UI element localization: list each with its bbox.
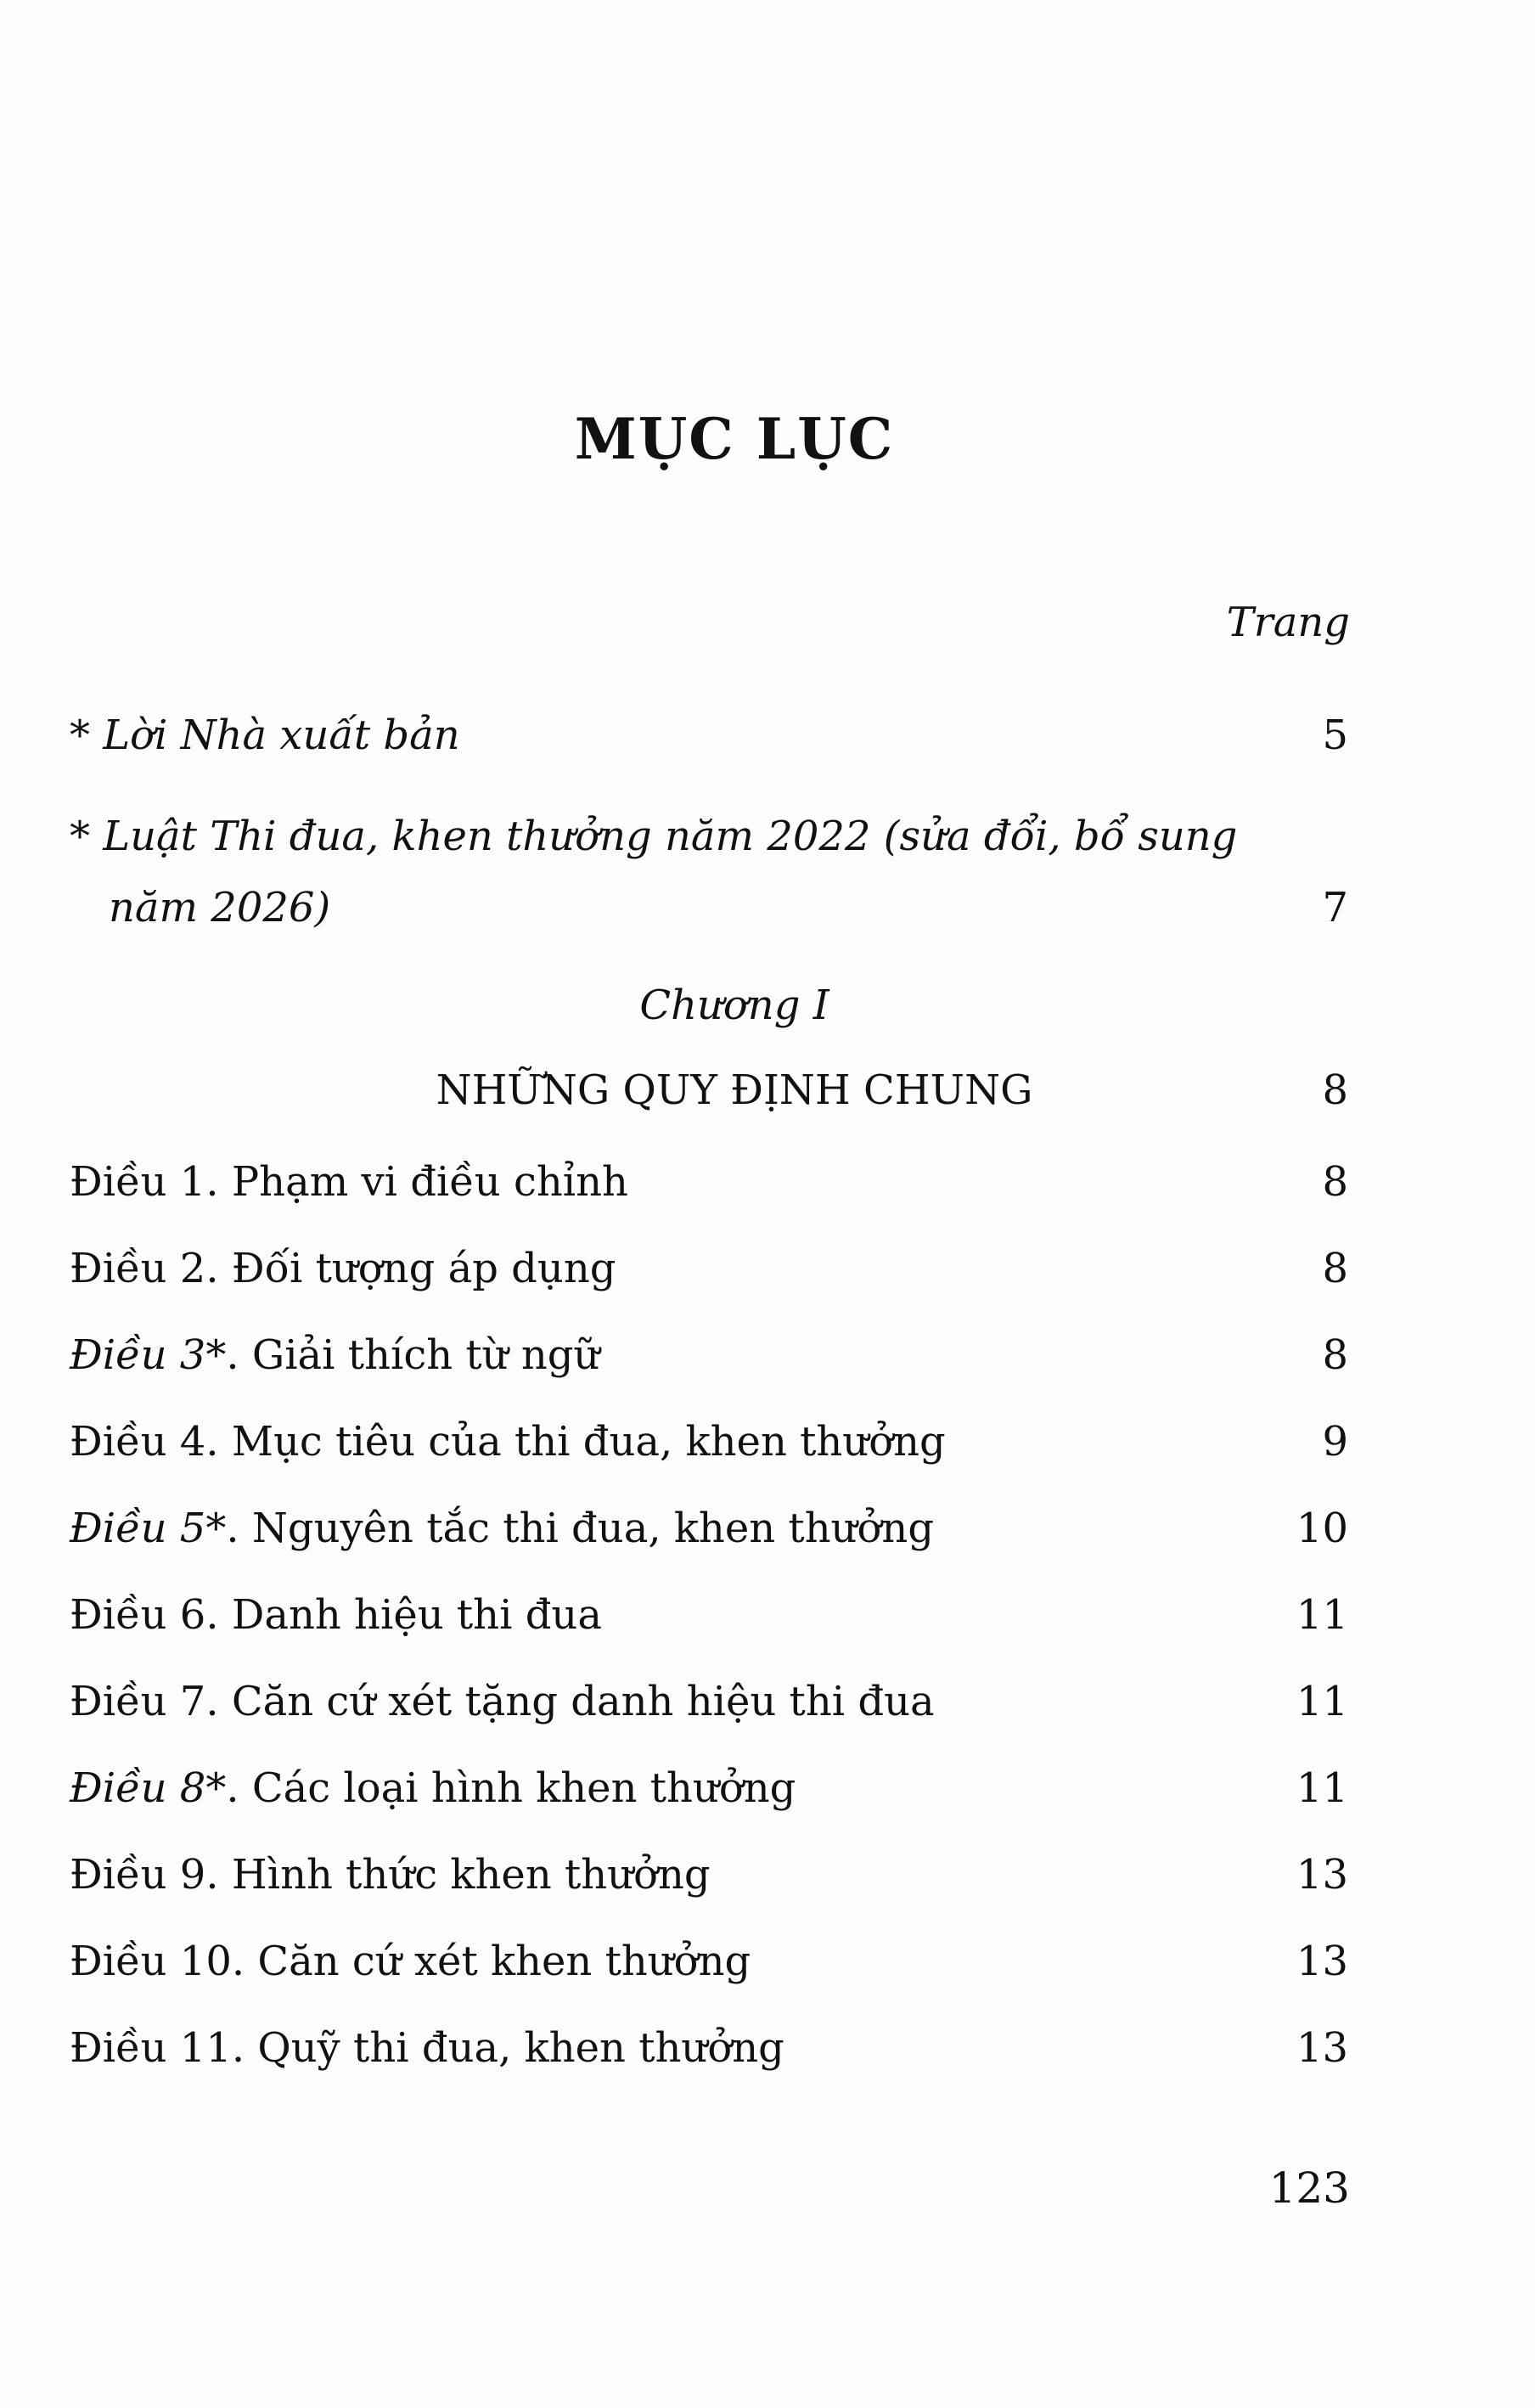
article-number: Điều 5*	[70, 1505, 227, 1552]
entry-page: 9	[1322, 1418, 1348, 1466]
entry-page: 11	[1296, 1678, 1348, 1725]
article-number: Điều 11	[70, 2024, 232, 2072]
toc-entry-article	[70, 1936, 1348, 1987]
article-title: . Các loại hình khen thưởng	[226, 1764, 796, 1812]
entry-page: 5	[1322, 712, 1348, 759]
chapter-title: NHỮNG QUY ĐỊNH CHUNG	[436, 1066, 1033, 1114]
entry-page: 13	[1296, 1938, 1348, 1985]
article-number: Điều 9	[70, 1851, 206, 1899]
article-title: . Phạm vi điều chỉnh	[205, 1158, 628, 1206]
entry-page: 11	[1296, 1764, 1348, 1812]
toc-entry-article	[70, 2023, 1348, 2073]
article-number: Điều 7	[70, 1678, 206, 1725]
toc-title: MỤC LỤC	[574, 406, 895, 472]
entry-page: 10	[1296, 1505, 1348, 1552]
entry-label: * Lời Nhà xuất bản	[70, 712, 460, 759]
article-title: . Giải thích từ ngữ	[226, 1331, 600, 1379]
toc-entry-law	[70, 811, 1348, 862]
toc-entry-article	[70, 1243, 1348, 1294]
article-number: Điều 4	[70, 1418, 206, 1466]
toc-entry-article	[70, 1849, 1348, 1900]
page-number: 123	[1268, 2163, 1350, 2213]
article-number: Điều 8*	[70, 1764, 227, 1812]
article-number: Điều 10	[70, 1938, 232, 1985]
entry-page: 8	[1322, 1245, 1348, 1292]
article-title: . Căn cứ xét khen thưởng	[231, 1938, 751, 1985]
toc-entry-law-cont	[70, 882, 1348, 933]
entry-page: 11	[1296, 1591, 1348, 1639]
toc-entry-article	[70, 1676, 1348, 1727]
toc-entry-article	[70, 1330, 1348, 1381]
entry-page: 13	[1296, 1851, 1348, 1899]
entry-label-continued: năm 2026)	[109, 884, 331, 931]
article-title: . Danh hiệu thi đua	[205, 1591, 602, 1639]
entry-page: 7	[1322, 884, 1348, 931]
toc-entry-article	[70, 1416, 1348, 1467]
article-title: . Hình thức khen thưởng	[205, 1851, 711, 1899]
toc-entry-article	[70, 1156, 1348, 1207]
entry-page: 8	[1322, 1158, 1348, 1206]
chapter-label: Chương I	[639, 982, 829, 1029]
article-title: . Nguyên tắc thi đua, khen thưởng	[226, 1505, 935, 1552]
toc-entry-article	[70, 1503, 1348, 1554]
toc-entry-article	[70, 1763, 1348, 1814]
article-number: Điều 3*	[70, 1331, 227, 1379]
article-number: Điều 1	[70, 1158, 206, 1206]
article-number: Điều 6	[70, 1591, 206, 1639]
entry-page: 8	[1322, 1331, 1348, 1379]
entry-page: 13	[1296, 2024, 1348, 2072]
toc-entry-article	[70, 1589, 1348, 1640]
page-column-label: Trang	[1226, 599, 1350, 646]
toc-entry-preface	[70, 710, 1348, 761]
article-title: . Đối tượng áp dụng	[205, 1245, 616, 1292]
entry-label: * Luật Thi đua, khen thưởng năm 2022 (sửa đổi, bổ sung	[70, 813, 1238, 860]
article-title: . Quỹ thi đua, khen thưởng	[231, 2024, 784, 2072]
article-title: . Căn cứ xét tặng danh hiệu thi đua	[205, 1678, 935, 1725]
entry-page: 8	[1322, 1066, 1348, 1114]
article-number: Điều 2	[70, 1245, 206, 1292]
article-title: . Mục tiêu của thi đua, khen thưởng	[205, 1418, 946, 1466]
chapter-heading-row	[70, 1065, 1348, 1116]
